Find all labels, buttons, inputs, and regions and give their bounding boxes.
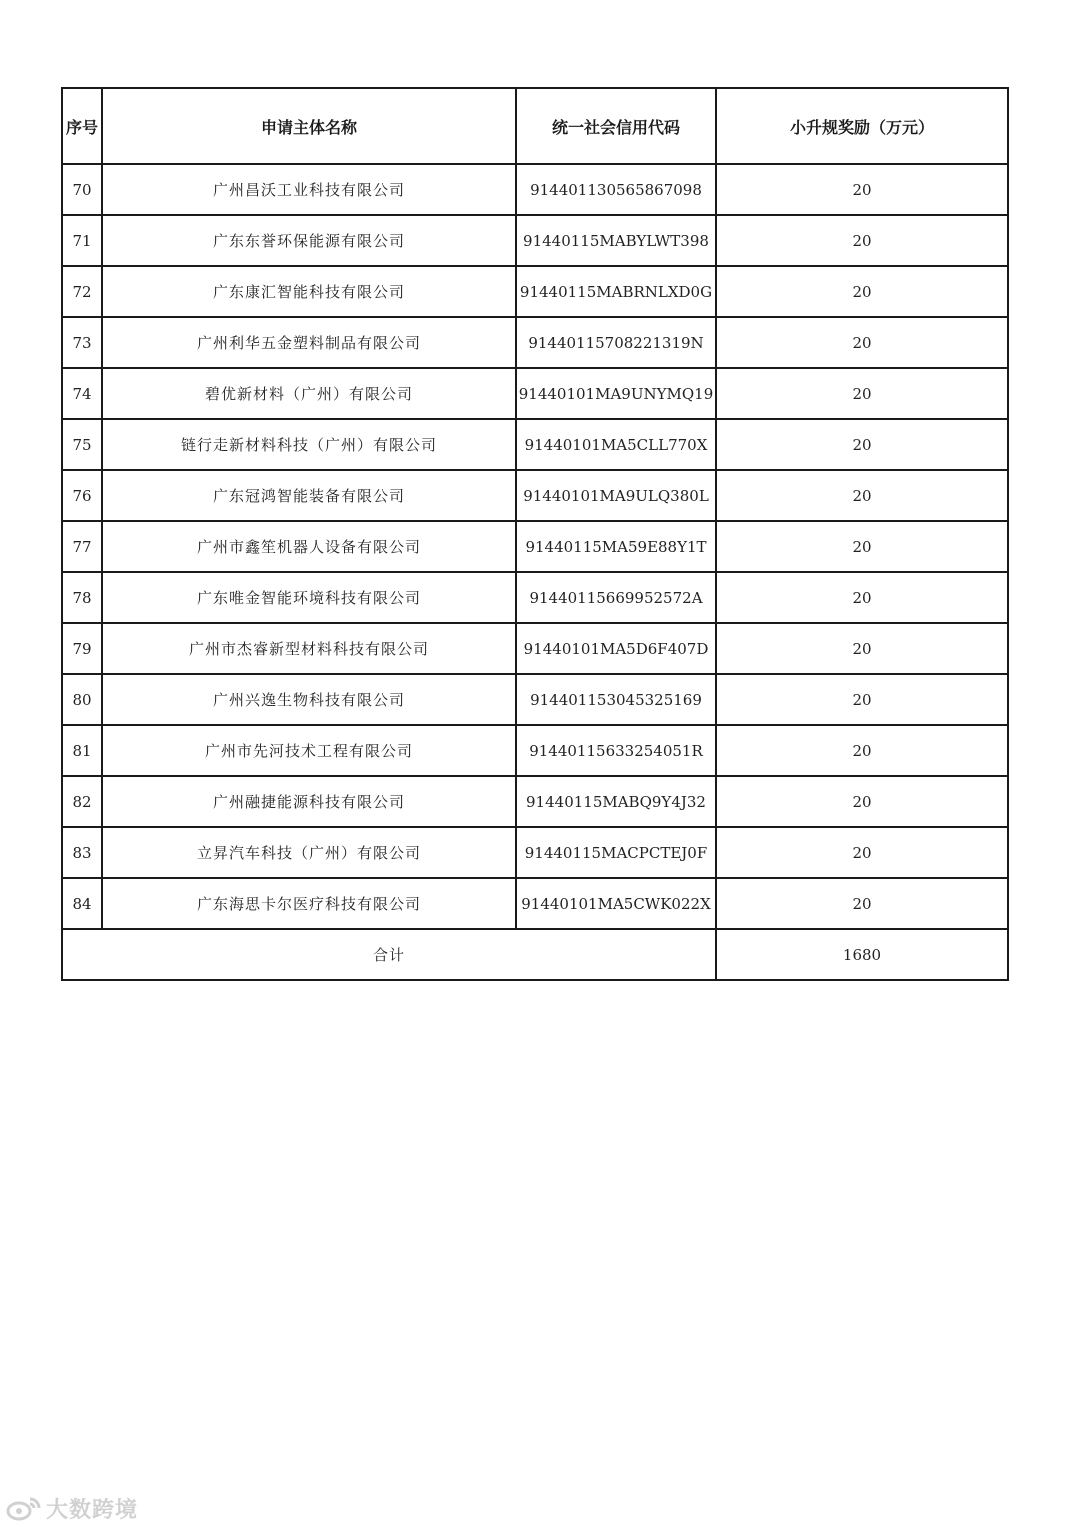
row-amount: 20 bbox=[716, 623, 1008, 674]
row-code: 91440101MA9ULQ380L bbox=[516, 470, 716, 521]
row-name: 广州兴逸生物科技有限公司 bbox=[102, 674, 516, 725]
row-amount: 20 bbox=[716, 674, 1008, 725]
table-row bbox=[62, 470, 1008, 521]
row-no: 80 bbox=[62, 674, 102, 725]
grant-table bbox=[61, 87, 1009, 981]
row-name: 广州市鑫笙机器人设备有限公司 bbox=[102, 521, 516, 572]
row-code: 91440115669952572A bbox=[516, 572, 716, 623]
table-row bbox=[62, 674, 1008, 725]
row-amount: 20 bbox=[716, 572, 1008, 623]
row-no: 76 bbox=[62, 470, 102, 521]
row-name: 广州市先河技术工程有限公司 bbox=[102, 725, 516, 776]
row-amount: 20 bbox=[716, 878, 1008, 929]
row-no: 83 bbox=[62, 827, 102, 878]
row-code: 91440115MABYLWT398 bbox=[516, 215, 716, 266]
row-no: 73 bbox=[62, 317, 102, 368]
row-amount: 20 bbox=[716, 521, 1008, 572]
header-no: 序号 bbox=[62, 88, 102, 164]
row-name: 广州市杰睿新型材料科技有限公司 bbox=[102, 623, 516, 674]
table-row bbox=[62, 164, 1008, 215]
watermark bbox=[6, 1493, 138, 1524]
row-no: 84 bbox=[62, 878, 102, 929]
row-amount: 20 bbox=[716, 215, 1008, 266]
row-name: 碧优新材料（广州）有限公司 bbox=[102, 368, 516, 419]
row-amount: 20 bbox=[716, 827, 1008, 878]
header-amount: 小升规奖励（万元） bbox=[716, 88, 1008, 164]
row-code: 91440115633254051R bbox=[516, 725, 716, 776]
table-row bbox=[62, 419, 1008, 470]
header-code: 统一社会信用代码 bbox=[516, 88, 716, 164]
table-row bbox=[62, 317, 1008, 368]
table-row bbox=[62, 368, 1008, 419]
row-name: 广州昌沃工业科技有限公司 bbox=[102, 164, 516, 215]
total-row bbox=[62, 929, 1008, 980]
row-no: 70 bbox=[62, 164, 102, 215]
table-row bbox=[62, 725, 1008, 776]
row-amount: 20 bbox=[716, 470, 1008, 521]
row-name: 广东唯金智能环境科技有限公司 bbox=[102, 572, 516, 623]
row-name: 广州融捷能源科技有限公司 bbox=[102, 776, 516, 827]
row-name: 广东康汇智能科技有限公司 bbox=[102, 266, 516, 317]
row-amount: 20 bbox=[716, 776, 1008, 827]
row-name: 广东东誉环保能源有限公司 bbox=[102, 215, 516, 266]
row-code: 91440115708221319N bbox=[516, 317, 716, 368]
row-no: 77 bbox=[62, 521, 102, 572]
row-amount: 20 bbox=[716, 317, 1008, 368]
row-no: 72 bbox=[62, 266, 102, 317]
row-no: 75 bbox=[62, 419, 102, 470]
table-row bbox=[62, 521, 1008, 572]
row-amount: 20 bbox=[716, 164, 1008, 215]
row-name: 广东冠鸿智能装备有限公司 bbox=[102, 470, 516, 521]
table-row bbox=[62, 776, 1008, 827]
row-code: 91440101MA5D6F407D bbox=[516, 623, 716, 674]
table-row bbox=[62, 827, 1008, 878]
row-name: 广东海思卡尔医疗科技有限公司 bbox=[102, 878, 516, 929]
row-code: 91440101MA5CLL770X bbox=[516, 419, 716, 470]
row-amount: 20 bbox=[716, 419, 1008, 470]
total-label: 合计 bbox=[62, 929, 716, 980]
header-name: 申请主体名称 bbox=[102, 88, 516, 164]
row-name: 广州利华五金塑料制品有限公司 bbox=[102, 317, 516, 368]
row-name: 立昇汽车科技（广州）有限公司 bbox=[102, 827, 516, 878]
table-row bbox=[62, 623, 1008, 674]
table-body bbox=[62, 164, 1008, 980]
total-amount: 1680 bbox=[716, 929, 1008, 980]
table-row bbox=[62, 878, 1008, 929]
row-code: 91440115MABQ9Y4J32 bbox=[516, 776, 716, 827]
row-no: 78 bbox=[62, 572, 102, 623]
header-row bbox=[62, 88, 1008, 164]
row-code: 91440115MACPCTEJ0F bbox=[516, 827, 716, 878]
table-row bbox=[62, 266, 1008, 317]
row-amount: 20 bbox=[716, 725, 1008, 776]
row-code: 91440115MABRNLXD0G bbox=[516, 266, 716, 317]
weibo-style-logo-icon bbox=[6, 1496, 42, 1522]
table-row bbox=[62, 215, 1008, 266]
row-name: 链行走新材料科技（广州）有限公司 bbox=[102, 419, 516, 470]
row-code: 914401130565867098 bbox=[516, 164, 716, 215]
row-amount: 20 bbox=[716, 266, 1008, 317]
table-header bbox=[62, 88, 1008, 164]
row-no: 71 bbox=[62, 215, 102, 266]
row-code: 91440115MA59E88Y1T bbox=[516, 521, 716, 572]
row-code: 91440101MA5CWK022X bbox=[516, 878, 716, 929]
row-amount: 20 bbox=[716, 368, 1008, 419]
row-no: 82 bbox=[62, 776, 102, 827]
row-code: 914401153045325169 bbox=[516, 674, 716, 725]
watermark-text: 大数跨境 bbox=[46, 1498, 139, 1523]
row-no: 81 bbox=[62, 725, 102, 776]
table-row bbox=[62, 572, 1008, 623]
row-no: 74 bbox=[62, 368, 102, 419]
row-no: 79 bbox=[62, 623, 102, 674]
row-code: 91440101MA9UNYMQ19 bbox=[516, 368, 716, 419]
